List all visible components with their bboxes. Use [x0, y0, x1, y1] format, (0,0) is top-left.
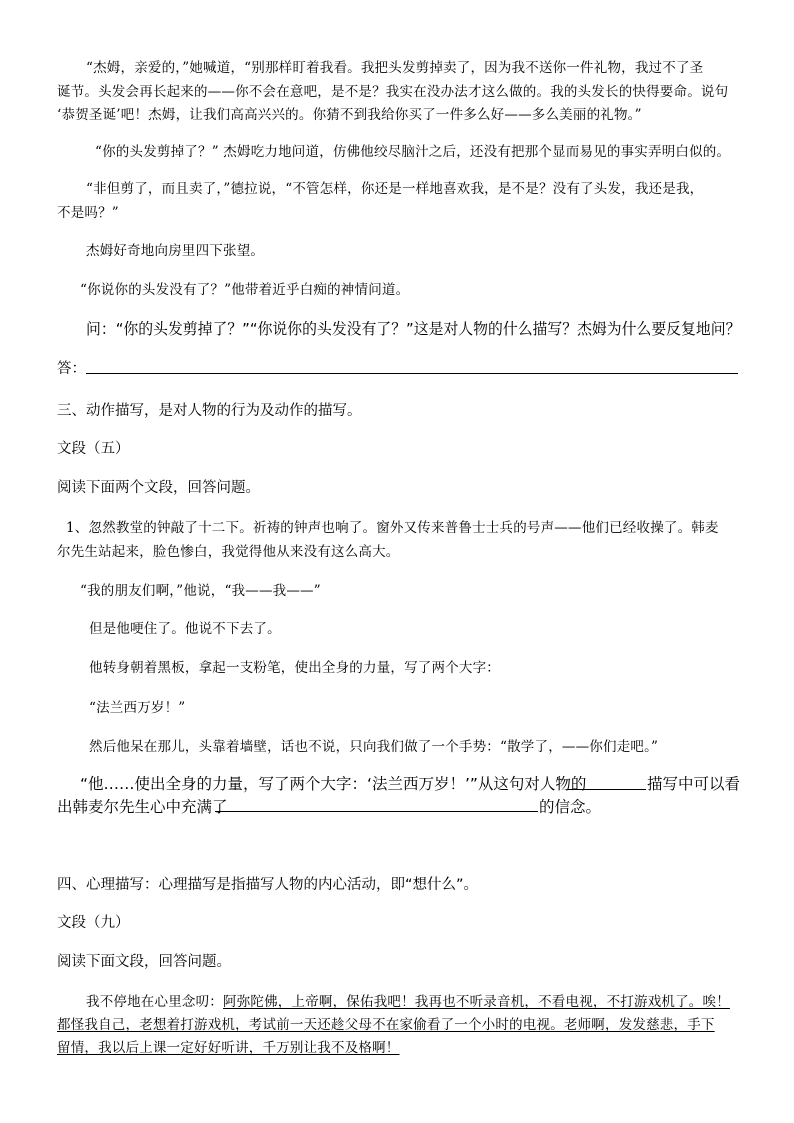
section3-line-4: 但是他哽住了。他说不下去了。	[89, 621, 281, 637]
belief-blank[interactable]	[215, 811, 538, 812]
passage4-line-2: 诞节。头发会再长起来的——你不会在意吧，是不是？我实在没办法才这么做的。我的头发长的快得要命。说句	[57, 84, 729, 100]
passage4-line-8: “你说你的头发没有了？”他带着近乎白痴的神情问道。	[80, 282, 410, 298]
answer-blank-line[interactable]	[86, 373, 738, 374]
passage4-line-5: “非但剪了，而且卖了，”德拉说，“不管怎样，你还是一样地喜欢我，是不是？没有了头发，我还是我，	[86, 181, 704, 197]
answer-label: 答：	[57, 361, 86, 377]
section3-instruction: 阅读下面两个文段，回答问题。	[57, 480, 260, 496]
question-text: 问：“你的头发剪掉了？”“你说你的头发没有了？”这是对人物的什么描写？杰姆为什么要反复地问？	[86, 320, 741, 338]
section4-line-1-underlined: 阿弥陀佛，上帝啊，保佑我吧！我再也不听录音机，不看电视，不打游戏机了。唉！	[223, 994, 730, 1010]
section3-line-7: 然后他呆在那儿，头靠着墙壁，话也不说，只向我们做了一个手势：“散学了，——你们走吧。”	[89, 739, 659, 755]
section3-line-6: “法兰西万岁！”	[89, 700, 186, 716]
section3-line-3: “我的朋友们啊，”他说，“我——我——”	[80, 583, 321, 599]
section3-question-part-3: 出韩麦尔先生心中充满了	[57, 798, 228, 816]
section4-heading: 四、心理描写：心理描写是指描写人物的内心活动，即“想什么”。	[57, 877, 479, 893]
section3-question-part-2: 描写中可以看	[647, 775, 741, 793]
section3-heading: 三、动作描写，是对人物的行为及动作的描写。	[57, 403, 362, 419]
section3-line-5: 他转身朝着黑板，拿起一支粉笔，使出全身的力量，写了两个大字：	[89, 660, 500, 676]
description-type-blank[interactable]	[568, 789, 646, 790]
section3-line-1: 1、忽然教堂的钟敲了十二下。祈祷的钟声也响了。窗外又传来普鲁士士兵的号声——他们已经收操了。韩麦	[66, 520, 719, 536]
passage4-line-1: “杰姆，亲爱的，”她喊道，“别那样盯着我看。我把头发剪掉卖了，因为我不送你一件礼物，我过不了圣	[86, 60, 704, 76]
section4-line-1	[86, 990, 730, 1010]
section4-instruction: 阅读下面文段，回答问题。	[57, 954, 231, 970]
section3-passage-title: 文段（五）	[57, 441, 130, 457]
section4-line-3: 留情，我以后上课一定好好听讲，千万别让我不及格啊！	[57, 1040, 400, 1056]
passage4-line-7: 杰姆好奇地向房里四下张望。	[86, 243, 265, 259]
passage4-line-4: “你的头发剪掉了？” 杰姆吃力地问道，仿佛他绞尽脑汁之后，还没有把那个显而易见的事实弄明白似的。	[95, 144, 731, 160]
passage4-line-6: 不是吗？”	[57, 205, 119, 221]
passage4-line-3: ‘恭贺圣诞’吧！杰姆，让我们高高兴兴的。你猜不到我给你买了一件多么好——多么美丽的礼物。”	[57, 107, 642, 123]
section3-line-2: 尔先生站起来，脸色惨白，我觉得他从来没有这么高大。	[57, 544, 400, 560]
section4-line-1-lead: 我不停地在心里念叨：	[86, 994, 223, 1010]
section3-question-part-4: 的信念。	[539, 798, 602, 816]
section4-line-2: 都怪我自己，老想着打游戏机，考试前一天还趁父母不在家偷看了一个小时的电视。老师啊，发发慈悲，手下	[57, 1017, 715, 1033]
section3-question-part-1: “他……使出全身的力量，写了两个大字：‘法兰西万岁！’”从这句对人物的	[80, 775, 587, 793]
section4-passage-title: 文段（九）	[57, 915, 130, 931]
